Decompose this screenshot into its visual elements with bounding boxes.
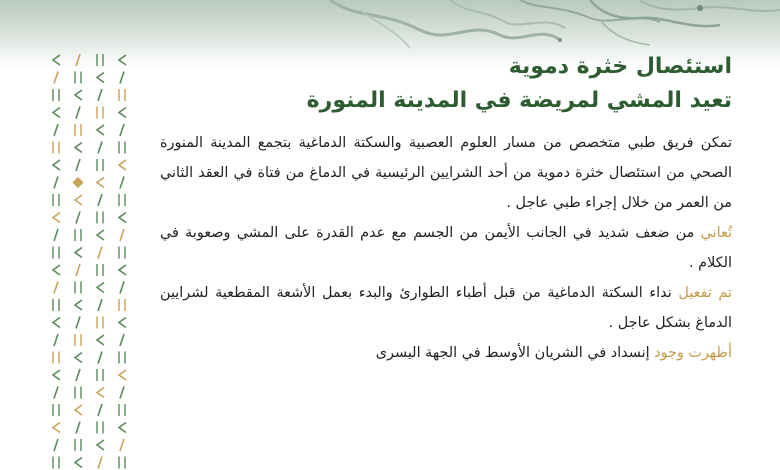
pattern-bars [97,107,103,119]
paragraph-3 [160,278,732,338]
pattern-chevron [119,370,126,380]
pattern-bars [53,247,59,259]
pattern-chevron [97,440,104,450]
pattern-bars [119,142,125,154]
pattern-bars [119,89,125,101]
pattern-slash [54,124,58,136]
pattern-chevron [119,160,126,170]
pattern-slash [98,404,102,416]
pattern-slash [120,177,124,189]
pattern-slash [54,177,58,189]
pattern-chevron [97,388,104,398]
pattern-slash [54,387,58,399]
paragraph-3-text: نداء السكتة الدماغية من قبل أطباء الطوارئ والبدء بعمل الأشعة المقطعية لشرايين الدماغ بشكل عاجل . [160,285,732,331]
pattern-chevron [75,458,82,468]
pattern-chevron [75,248,82,258]
pattern-slash [120,124,124,136]
pattern-bars [53,194,59,206]
pattern-chevron [119,423,126,433]
pattern-bars [75,439,81,451]
pattern-glyphs [40,0,140,470]
pattern-bars [97,212,103,224]
pattern-slash [120,282,124,294]
pattern-slash [76,422,80,434]
pattern-bars [97,54,103,66]
pattern-slash [76,212,80,224]
pattern-chevron [75,195,82,205]
pattern-chevron [119,108,126,118]
pattern-chevron [53,160,60,170]
pattern-bars [119,247,125,259]
pattern-chevron [119,318,126,328]
title-line-1: استئصال خثرة دموية [508,54,732,79]
pattern-chevron [97,335,104,345]
article-title [160,50,732,118]
pattern-bars [97,369,103,381]
pattern-slash [98,299,102,311]
paragraph-4 [160,338,732,368]
pattern-bars [119,299,125,311]
pattern-chevron [53,213,60,223]
pattern-slash [76,264,80,276]
pattern-bars [75,334,81,346]
pattern-chevron [97,73,104,83]
pattern-chevron [75,405,82,415]
pattern-bars [97,159,103,171]
pattern-bars [97,317,103,329]
pattern-chevron [119,213,126,223]
pattern-slash [76,54,80,66]
paragraph-4-text: إنسداد في الشريان الأوسط في الجهة اليسرى [375,345,655,361]
pattern-slash [76,369,80,381]
pattern-slash [98,142,102,154]
pattern-bars [119,457,125,469]
pattern-bars [53,89,59,101]
pattern-chevron [97,125,104,135]
pattern-chevron [53,108,60,118]
pattern-slash [98,352,102,364]
pattern-slash [76,107,80,119]
title-line-2: تعيد المشي لمريضة في المدينة المنورة [306,88,732,113]
article [160,50,732,368]
pattern-chevron [53,265,60,275]
pattern-bars [97,422,103,434]
pattern-diamond [72,177,83,188]
pattern-chevron [75,300,82,310]
pattern-chevron [53,370,60,380]
pattern-slash [98,457,102,469]
pattern-bars [75,282,81,294]
highlight-2: تم تفعيل [678,285,733,301]
pattern-slash [54,72,58,84]
pattern-slash [76,159,80,171]
pattern-bars [53,352,59,364]
paragraph-1: تمكن فريق طبي متخصص من مسار العلوم العصبية والسكتة الدماغية بتجمع المدينة المنورة الصحي من استئصال خثرة دموية من أحد الشرايين الرئيسية في الدماغ من فتاة في العقد الثاني من العمر من خلال إجراء طبي عاجل . [160,135,732,211]
pattern-chevron [53,318,60,328]
pattern-slash [76,317,80,329]
pattern-bars [53,404,59,416]
pattern-bars [75,124,81,136]
pattern-slash [120,72,124,84]
paragraph-2-text: من ضعف شديد في الجانب الأيمن من الجسم مع عدم القدرة على المشي وصعوبة في الكلام . [160,225,732,271]
pattern-bars [119,194,125,206]
pattern-bars [119,352,125,364]
pattern-bars [75,229,81,241]
pattern-chevron [119,55,126,65]
pattern-chevron [97,283,104,293]
decorative-pattern [40,0,140,470]
pattern-bars [53,457,59,469]
highlight-3: أظهرت وجود [654,345,732,361]
pattern-slash [120,229,124,241]
pattern-chevron [75,143,82,153]
pattern-chevron [53,423,60,433]
pattern-chevron [97,230,104,240]
pattern-chevron [75,353,82,363]
pattern-chevron [119,265,126,275]
pattern-bars [97,264,103,276]
pattern-bars [119,404,125,416]
pattern-bars [75,387,81,399]
pattern-slash [54,334,58,346]
pattern-bars [75,72,81,84]
pattern-slash [120,439,124,451]
paragraph-2 [160,218,732,278]
pattern-bars [53,142,59,154]
pattern-chevron [75,90,82,100]
pattern-chevron [53,55,60,65]
pattern-slash [54,439,58,451]
pattern-slash [120,334,124,346]
pattern-slash [98,247,102,259]
pattern-slash [98,89,102,101]
pattern-chevron [97,178,104,188]
pattern-bars [53,299,59,311]
pattern-slash [54,282,58,294]
pattern-slash [120,387,124,399]
highlight-1: تُعاني [700,225,732,241]
pattern-slash [54,229,58,241]
pattern-slash [98,194,102,206]
